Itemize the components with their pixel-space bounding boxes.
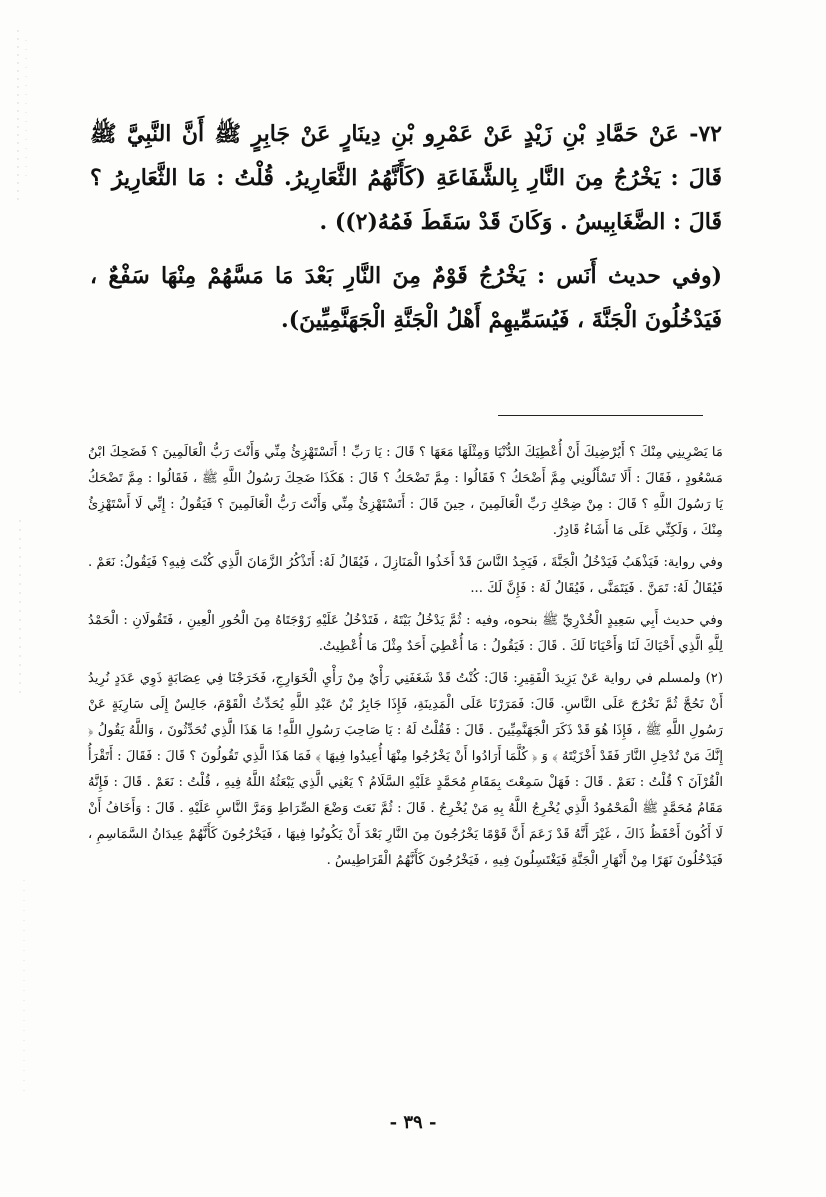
footnote-divider — [498, 415, 703, 416]
page-number: - ٣٩ - — [389, 1112, 437, 1133]
anas-hadith: (وفي حديث أَنَس : يَخْرُجُ قَوْمٌ مِنَ النَّارِ بَعْدَ مَا مَسَّهُمْ مِنْهَا سَفْعٌ ، فَيَدْخُلُونَ الْجَنَّةَ ، فَيُسَمِّيهِمْ أَهْلُ الْجَنَّةِ الْجَهَنَّمِيِّينَ). — [90, 263, 722, 333]
footnote-paragraph: وفي رواية: فَيَذْهَبُ فَيَدْخُلُ الْجَنَّةَ ، فَيَجِدُ النَّاسَ قَدْ أَخَذُوا الْمَنَازِلَ ، فَيُقَالُ لَهُ: أَتَذْكُرُ الزَّمَانَ الَّذِي كُنْتَ فِيهِ؟ فَيَقُولُ: نَعَمْ . فَيُقَالُ لَهُ: تَمَنَّ . فَيَتَمَنَّى ، فَيُقَالُ لَهُ : فَإِنَّ لَكَ ... — [88, 555, 723, 596]
footnote-2: (٢) ولمسلم في رواية عَنْ يَزِيدَ الْفَقِيرِ: قَالَ: كُنْتُ قَدْ شَغَفَنِي رَأْيٌ مِنْ رَأْيِ الْخَوَارِجِ، فَخَرَجْنَا فِي عِصَابَةٍ ذَوِي عَدَدٍ نُرِيدُ أَنْ نَحُجَّ ثُمَّ نَخْرُجَ عَلَى النَّاسِ. قَالَ: فَمَرَرْنَا عَلَى الْمَدِينَةِ، فَإِذَا جَابِرُ بْنُ عَبْدِ اللَّهِ يُحَدِّثُ الْقَوْمَ، جَالِسٌ إِلَى سَارِيَةٍ عَنْ رَسُولِ اللَّهِ ﷺ ، فَإِذَا هُوَ قَدْ ذَكَرَ الْجَهَنَّمِيِّينَ . قَالَ : فَقُلْتُ لَهُ : يَا صَاحِبَ رَسُولِ اللَّهِ! مَا هَذَا الَّذِي تُحَدِّثُونَ ، وَاللَّهُ يَقُولُ ﴿ إِنَّكَ مَنْ تُدْخِلِ النَّارَ فَقَدْ أَخْزَيْتَهُ ﴾ وَ ﴿ كُلَّمَا أَرَادُوا أَنْ يَخْرُجُوا مِنْهَا أُعِيدُوا فِيهَا ﴾ فَمَا هَذَا الَّذِي تَقُولُونَ ؟ قَالَ : فَقَالَ : أَتَقْرَأُ الْقُرْآنَ ؟ قُلْتُ : نَعَمْ . قَالَ : فَهَلْ سَمِعْتَ بِمَقَامِ مُحَمَّدٍ عَلَيْهِ السَّلَامُ ؟ يَعْنِي الَّذِي يَبْعَثُهُ اللَّهُ فِيهِ ، قُلْتُ : نَعَمْ . قَالَ : فَإِنَّهُ مَقَامُ مُحَمَّدٍ ﷺ الْمَحْمُودُ الَّذِي يُخْرِجُ اللَّهُ بِهِ مَنْ يُخْرِجُ . قَالَ : ثُمَّ نَعَتَ وَضْعَ الصِّرَاطِ وَمَرَّ النَّاسِ عَلَيْهِ . قَالَ : وَأَخَافُ أَنْ لَا أَكُونَ أَحْفَظُ ذَاكَ ، غَيْرَ أَنَّهُ قَدْ زَعَمَ أَنَّ قَوْمًا يَخْرُجُونَ مِنَ النَّارِ بَعْدَ أَنْ يَكُونُوا فِيهَا ، فَيَخْرُجُونَ كَأَنَّهُمْ عِيدَانُ السَّمَاسِمِ ، فَيَدْخُلُونَ نَهَرًا مِنْ أَنْهَارِ الْجَنَّةِ فَيَغْتَسِلُونَ فِيهِ ، فَيَخْرُجُونَ كَأَنَّهُمُ الْقَرَاطِيسُ . — [88, 671, 723, 868]
footnote-paragraph: وفي حديث أَبِي سَعِيدٍ الْخُدْرِيِّ ﷺ بنحوه، وفيه : ثُمَّ يَدْخُلُ بَيْتَهُ ، فَتَدْخُلُ عَلَيْهِ زَوْجَتَاهُ مِنَ الْحُورِ الْعِينِ ، فَتَقُولَانِ : الْحَمْدُ لِلَّهِ الَّذِي أَحْيَاكَ لَنَا وَأَحْيَانَا لَكَ . قَالَ : فَيَقُولُ : مَا أُعْطِيَ أَحَدٌ مِثْلَ مَا أُعْطِيتُ. — [88, 613, 723, 654]
hadith-72: ٧٢- عَنْ حَمَّادِ بْنِ زَيْدٍ عَنْ عَمْرِو بْنِ دِينَارٍ عَنْ جَابِرٍ ﷺ أَنَّ النَّبِيَّ ﷺ قَالَ : يَخْرُجُ مِنَ النَّارِ بِالشَّفَاعَةِ (كَأَنَّهُمُ الثَّعَارِيرُ. قُلْتُ : مَا الثَّعَارِيرُ ؟ قَالَ : الضَّغَابِيسُ . وَكَانَ قَدْ سَقَطَ فَمُهُ(٢)) . — [90, 121, 722, 235]
footnotes-block — [88, 440, 723, 880]
footnote-paragraph: مَا يَصْرِينِي مِنْكَ ؟ أَيُرْضِيكَ أَنْ أُعْطِيَكَ الدُّنْيَا وَمِثْلَهَا مَعَهَا ؟ قَالَ : يَا رَبِّ ! أَتَسْتَهْزِئُ مِنِّي وَأَنْتَ رَبُّ الْعَالَمِينَ ؟ فَضَحِكَ ابْنُ مَسْعُودٍ ، فَقَالَ : أَلَا تَسْأَلُونِي مِمَّ أَضْحَكُ ؟ فَقَالُوا : مِمَّ تَضْحَكُ ؟ قَالَ : هَكَذَا ضَحِكَ رَسُولُ اللَّهِ ﷺ ، فَقَالُوا : مِمَّ تَضْحَكُ يَا رَسُولَ اللَّهِ ؟ قَالَ : مِنْ ضِحْكِ رَبِّ الْعَالَمِينَ ، حِينَ قَالَ : أَتَسْتَهْزِئُ مِنِّي وَأَنْتَ رَبُّ الْعَالَمِينَ ؟ فَيَقُولُ : إِنِّي لَا أَسْتَهْزِئُ مِنْكَ ، وَلَكِنِّي عَلَى مَا أَشَاءُ قَادِرٌ. — [88, 445, 723, 538]
scan-edge-marks — [12, 0, 52, 1197]
main-text-block — [90, 112, 722, 342]
